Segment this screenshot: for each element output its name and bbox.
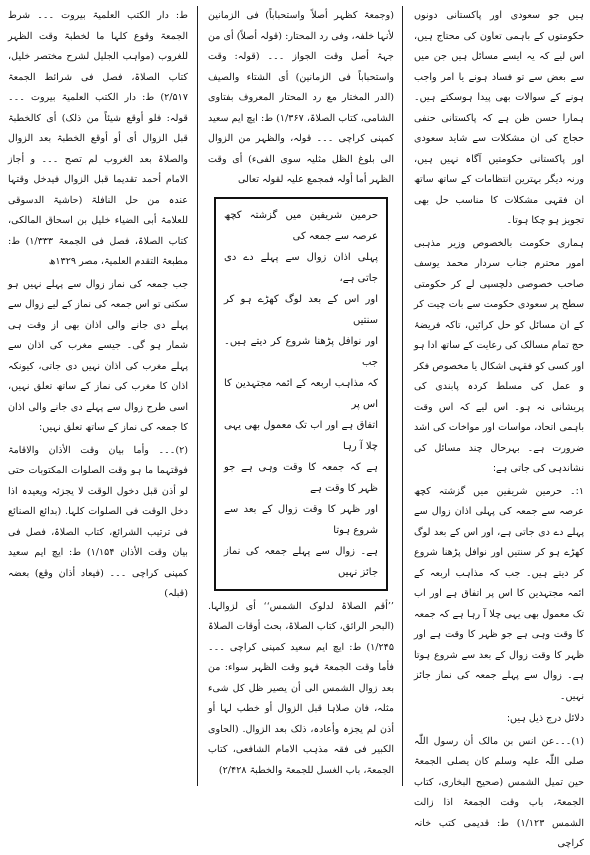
box-line: ہے کہ جمعہ کا وقت وہی ہے جو ظہر کا وقت ہے [224, 461, 378, 494]
paragraph: ہیں جو سعودی اور پاکستانی دونوں حکومتوں کے باہمی تعاون کی محتاج ہیں، اس لیے کہ یہ ایسے مسائل ہیں جن میں سے بعض سے تو فساد ہونے یا امر واجب ہونے کے سوالات بھی پیدا ہوسکتے ہیں۔ ہمارا حسن ظن ہے کہ پاکستانی حنفی حجاج کی ان مشکلات سے شاید سعودی اور پاکستانی حکومتیں آگاہ نہیں ہیں، ورنہ دیگر بہترین انتظامات کے ساتھ ساتھ ان فقہی مشکلات کا مناسب حل بھی تجویز ہو چکا ہوتا۔ [414, 10, 584, 226]
arabic-quote: (۲)۔۔۔ وأما بیان وقت الأذان والاقامۃ فوقتہما ما ہو وقت الصلوات المکتوبات حتی لو أذن قبل دخول الوقت لا یجزئہ ویعیدہ اذا دخل الوقت فی الصلوات کلہا. (بدائع الصنائع فی ترتیب الشرائع، کتاب الصلاۃ، فصل فی بیان وقت الأذان ۱/۱۵۴) ط: ایچ ایم سعید کمپنی کراچی ۔۔۔ (فیعاد أذان وقع) بعضہ (قبلہ) [8, 444, 188, 599]
paragraph: ہماری حکومت بالخصوص وزیر مذہبی امور محترم جناب سردار محمد یوسف صاحب خصوصی دلچسپی لے کر حکومتی سطح پر سعودی حکومت سے بات چیت کر کے ان مسائل کو حل کرائیں، تاکہ فریضۂ حج تمام مسالک کی رعایت کے ساتھ ادا ہو اور کسی کو فقہی اشکال یا مخصوص فکر و عمل کی مسلط کردہ پابندی کی پریشانی نہ ہو۔ اس لیے کہ اس وقت باہمی اتحاد، مواسات اور مواخات کی اشد ضرورت ہے۔ بہرحال چند مسائل کی نشاندہی کی جاتی ہے: [414, 237, 584, 474]
paragraph: دلائل درج ذیل ہیں: [506, 713, 584, 724]
box-line: کہ مذاہب اربعہ کے ائمہ مجتہدین کا اس پر [224, 377, 378, 410]
box-line: پہلی اذان زوال سے پہلے دے دی جاتی ہے، [224, 251, 378, 284]
arabic-quote: (وجمعۃ کظہر أصلاً واستحباباً) فی الزمانین لأنہا خلفہ، وفی رد المحتار: (قولہ أصلاً) أی من جہۃ أصل وقت الجواز ۔۔۔ (قولہ: وقت واستحباباً فی الزمانین) أی الشتاء والصیف (الدر المختار مع رد المحتار المعروف بفتاوی الشامی، کتاب الصلاۃ، ۱/۳۶۷) ط: ایچ ایم سعید کمپنی کراچی ۔۔۔ قولہ، والظہر من الزوال الی بلوغ الظل مثلیہ سوی الفیء) أی وقت الظہر أما أولہ فمجمع علیہ لقولہ تعالی [208, 10, 394, 185]
page [6, 6, 584, 849]
arabic-quote: (۱)۔۔۔عن انس بن مالک أن رسول اللّٰہ صلی اللّٰہ علیہ وسلم کان یصلی الجمعۃ حین تمیل الشمس (صحیح البخاری، کتاب الجمعۃ، باب وقت الجمعۃ اذا زالت الشمس ۱/۱۲۳) ط: قدیمی کتب خانہ کراچی [414, 735, 584, 849]
left-column [8, 6, 188, 786]
arabic-quote: ط: دار الکتب العلمیۃ بیروت ۔۔۔ شرط الجمعۃ وقوع کلہا ما لخطبۃ وقت الظہر للغروب (مواہب الجلیل لشرح مختصر خلیل، کتاب الصلاۃ، فصل فی شرائط الجمعۃ ۲/۵۱۷) ط: دار الکتب العلمیۃ بیروت ۔۔۔ قولہ: فلو أوقع شیئاً من ذلک) أی کالخطبۃ قبل الزوال أی أو أوقع الخطبۃ بعد الزوال والصلاۃ بعد الغروب لم تصح ۔۔۔ و أجاز الامام أحمد تقدیما قبل الزوال فیدخل وقتہا عندہ من حل النافلۃ (حاشیۃ الدسوقی للعلامۃ أبی الضیاء خلیل بن اسحاق المالکی، کتاب الصلاۃ، فصل فی الجمعۃ ۱/۳۳۳) ط: مطبعۃ التقدم العلمیۃ، مصر ۱۳۲۹ھ [8, 10, 188, 267]
right-column [414, 6, 584, 849]
arabic-quote: ’’أقم الصلاۃ لدلوک الشمس‘‘ أی لزوالہا. (البحر الرائق، کتاب الصلاۃ، بحث أوقات الصلاۃ ۱/۲۴۵) ط: ایچ ایم سعید کمپنی کراچی ۔۔۔ فأما وقت الجمعۃ فہو وقت الظہر سواء: من بعد زوال الشمس الی أن یصیر ظل کل شیء مثلہ، فان صلاہا قبل الزوال أو خطب لہا أو أذن لم یجزہ وأعادہ، ذلک بعد الزوال. (الحاوی الکبیر فی فقہ مذہب الامام الشافعی، کتاب الجمعۃ، باب الغسل للجمعۃ والخطبۃ ۲/۴۲۸) [208, 600, 394, 776]
column-divider [402, 6, 403, 786]
box-line: اور اس کے بعد لوگ کھڑے ہو کر سنتیں [224, 293, 378, 326]
box-line: ہے۔ زوال سے پہلے جمعہ کی نماز جائز نہیں [224, 545, 378, 578]
box-line: اتفاق ہے اور اب تک معمول بھی یہی چلا آ رہا [224, 419, 378, 452]
highlight-box [214, 197, 388, 591]
box-line: اور نوافل پڑھنا شروع کر دیتے ہیں۔ جب [224, 335, 378, 368]
column-divider [197, 6, 198, 786]
paragraph: جب جمعہ کی نماز زوال سے پہلے نہیں ہو سکتی تو اس جمعہ کی نماز کے لیے زوال سے پہلے دی جانے والی اذان بھی از وقت ہی شمار ہو گی۔ جیسے مغرب کی اذان سے پہلے مغرب کی اذان نہیں دی جاتی، کیونکہ اذان کا مغرب کی نماز کے ساتھ تعلق نہیں، اسی طرح زوال سے پہلے دی جانے والی اذان کا جمعہ کی نماز کے ساتھ تعلق نہیں: [8, 278, 188, 433]
box-line: حرمین شریفین میں گزشتہ کچھ عرصہ سے جمعہ کی [224, 209, 378, 242]
paragraph: ۱:۔ حرمین شریفین میں گزشتہ کچھ عرصہ سے جمعہ کی پہلی اذان زوال سے پہلے دے دی جاتی ہے، اور اس کے بعد لوگ کھڑے ہو کر سنتیں اور نوافل پڑھنا شروع کر دیتے ہیں۔ جب کہ مذاہب اربعہ کے ائمہ مجتہدین کا اس پر اتفاق ہے اور اب تک معمول بھی یہی چلا آ رہا ہے کہ جمعہ کا وقت وہی ہے جو ظہر کا وقت ہے اور ظہر کا وقت زوال کے بعد سے شروع ہوتا ہے۔ زوال سے پہلے جمعہ کی نماز جائز نہیں۔ [414, 485, 584, 702]
box-line: اور ظہر کا وقت زوال کے بعد سے شروع ہوتا [224, 503, 378, 536]
middle-column [208, 6, 394, 786]
